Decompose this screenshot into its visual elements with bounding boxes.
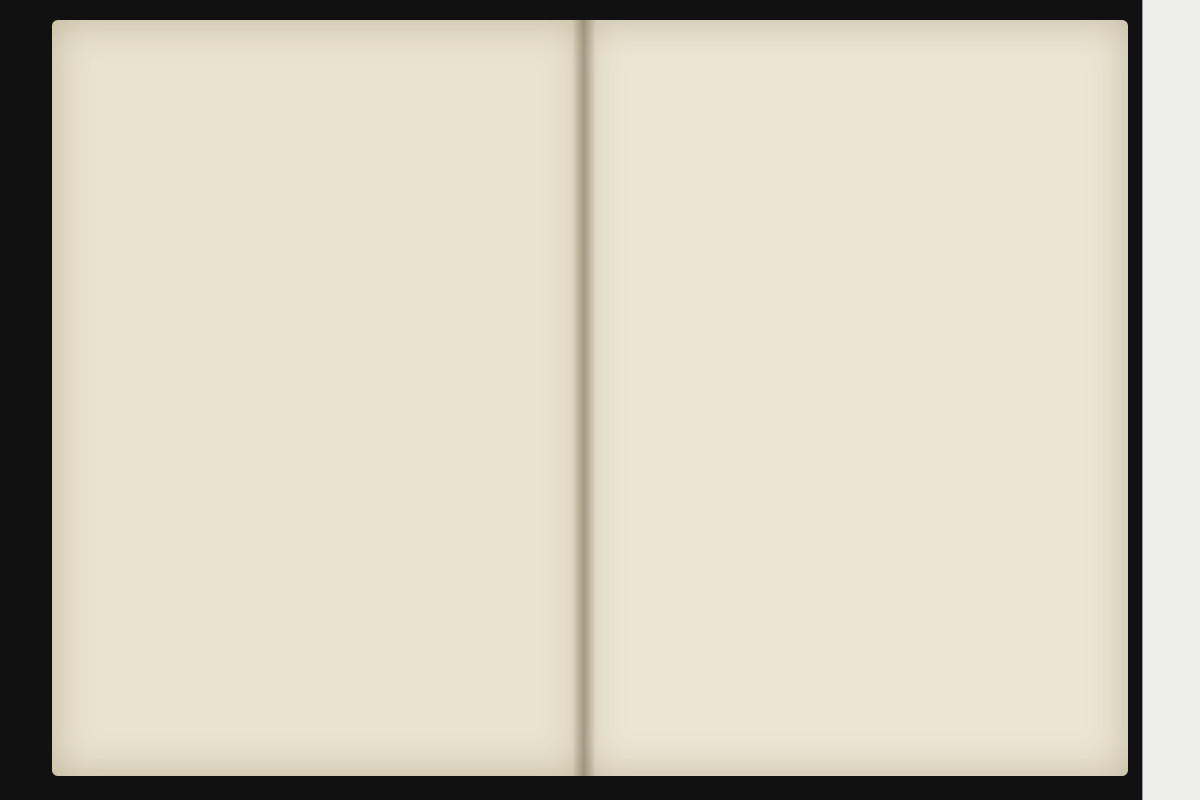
left-page — [52, 20, 584, 776]
book-gutter — [572, 20, 596, 776]
measuring-ruler — [1142, 0, 1200, 800]
right-page — [584, 20, 1128, 776]
